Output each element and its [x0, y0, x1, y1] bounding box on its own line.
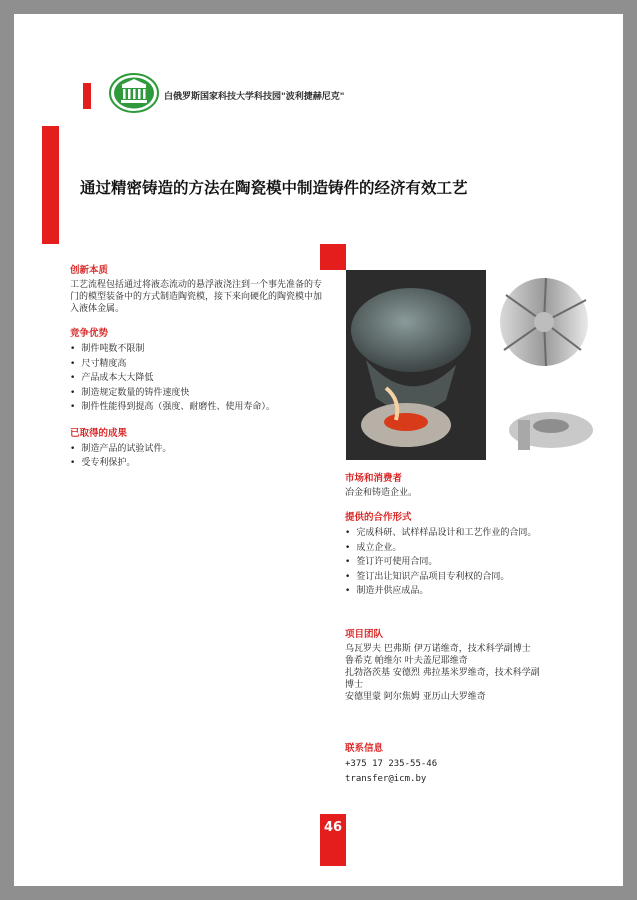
team-member: 乌瓦罗夫 巴弗斯 伊万诺维奇，技术科学副博士 — [345, 643, 531, 654]
results-section — [70, 428, 330, 471]
university-logo — [109, 73, 159, 113]
cooperation-section — [345, 512, 607, 599]
innovation-text: 工艺流程包括通过将液态流动的悬浮液浇注到一个事先准备的专门的模型装备中的方式制造陶瓷模，接下来向硬化的陶瓷模中加入液体金属。 — [70, 280, 323, 314]
right-column — [345, 473, 607, 800]
list-item: • 制造规定数量的铸件速度快 — [70, 386, 330, 401]
list-item: • 成立企业。 — [345, 541, 607, 556]
list-item: • 制件吨数不限制 — [70, 342, 330, 357]
list-item: • 完成科研、试样样品设计和工艺作业的合同。 — [345, 526, 607, 541]
market-heading: 市场和消费者 — [345, 473, 403, 484]
advantages-heading: 竞争优势 — [70, 328, 109, 339]
page-number: 46 — [320, 814, 346, 866]
list-item: • 受专利保护。 — [70, 456, 330, 471]
team-section — [345, 629, 607, 703]
innovation-heading: 创新本质 — [70, 265, 109, 276]
left-column — [70, 265, 330, 484]
list-item: • 制造产品的试验试件。 — [70, 442, 330, 457]
casting-photo — [346, 270, 594, 470]
title-accent-bar — [42, 126, 59, 244]
list-item: • 签订许可使用合同。 — [345, 555, 607, 570]
contact-phone: +375 17 235-55-46 — [345, 758, 438, 769]
team-member: 扎勃洛茨基 安德烈 弗拉基米罗维奇，技术科学副 — [345, 667, 540, 678]
innovation-section — [70, 265, 330, 315]
market-text: 冶金和铸造企业。 — [345, 488, 418, 498]
team-member: 博士 — [345, 679, 364, 690]
contact-heading: 联系信息 — [345, 742, 384, 754]
market-section — [345, 473, 607, 499]
advantages-section — [70, 328, 330, 415]
list-item: • 尺寸精度高 — [70, 357, 330, 372]
contact-section — [345, 743, 607, 787]
organization-name: 白俄罗斯国家科技大学科技园"波利捷赫尼克" — [164, 92, 345, 102]
team-member: 安德里蒙 阿尔焦姆 亚历山大罗维奇 — [345, 691, 486, 702]
team-heading: 项目团队 — [345, 628, 384, 640]
contact-email[interactable]: transfer@icm.by — [345, 773, 427, 784]
brochure-page — [14, 14, 623, 886]
logo-accent-bar — [83, 83, 91, 109]
cooperation-heading: 提供的合作形式 — [345, 512, 412, 523]
list-item: • 制造并供应成品。 — [345, 584, 607, 599]
cooperation-list — [345, 526, 607, 599]
list-item: • 制件性能得到提高（强度、耐磨性、使用寿命）。 — [70, 400, 330, 415]
advantages-list — [70, 342, 330, 415]
results-heading: 已取得的成果 — [70, 427, 128, 439]
list-item: • 签订出让知识产品项目专利权的合同。 — [345, 570, 607, 585]
page-title: 通过精密铸造的方法在陶瓷模中制造铸件的经济有效工艺 — [80, 179, 468, 197]
results-list — [70, 442, 330, 471]
list-item: • 产品成本大大降低 — [70, 371, 330, 386]
team-member: 鲁希克 帕维尔 叶夫盖尼耶维奇 — [345, 655, 468, 666]
